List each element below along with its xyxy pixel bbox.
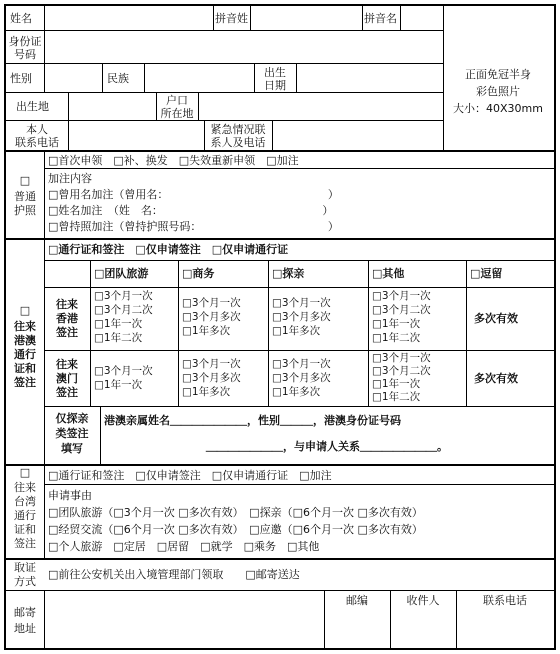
mo-team-option[interactable]: □3个月一次 xyxy=(94,365,153,377)
passport-addon-name[interactable]: □姓名加注 （姓 名： ） xyxy=(48,204,334,217)
passport-options[interactable]: □首次申领 □补、换发 □失效重新申领 □加注 xyxy=(48,154,299,167)
mo-other-option[interactable]: □3个月二次 xyxy=(372,365,431,377)
application-form xyxy=(4,4,556,650)
mail-phone-label: 联系电话 xyxy=(483,594,527,607)
label-id-card-2: 号码 xyxy=(14,48,36,61)
pinyin-surname-field[interactable] xyxy=(251,6,362,30)
taiwan-label-5: 签注 xyxy=(14,537,36,550)
hk-other-option[interactable]: □1年一次 xyxy=(372,318,421,330)
mo-business-option[interactable]: □3个月一次 xyxy=(182,358,241,370)
mail-label-1: 邮寄 xyxy=(14,606,36,619)
label-birth-date-1: 出生 xyxy=(264,66,286,79)
id-card-field[interactable] xyxy=(45,31,443,63)
hkmo-label-3: 通行 xyxy=(14,348,36,361)
label-pinyin-surname: 拼音姓 xyxy=(215,12,248,25)
mo-team-option[interactable]: □1年一次 xyxy=(94,379,143,391)
label-emergency-1: 紧急情况联 xyxy=(210,123,266,136)
passport-checkbox[interactable]: □ xyxy=(19,174,31,187)
label-birthplace: 出生地 xyxy=(16,100,49,113)
mo-business-option[interactable]: □3个月多次 xyxy=(182,372,241,384)
taiwan-label-1: 往来 xyxy=(14,481,36,494)
label-id-card-1: 身份证 xyxy=(8,35,42,48)
hk-team-option[interactable]: □1年一次 xyxy=(94,318,143,330)
mo-visit-option[interactable]: □1年多次 xyxy=(272,386,321,398)
hk-label-2: 香港 xyxy=(56,312,78,325)
label-hukou-2: 所在地 xyxy=(160,107,194,120)
col-team-tour[interactable]: □团队旅游 xyxy=(94,267,149,280)
label-birth-date-2: 日期 xyxy=(264,79,286,92)
hk-other-option[interactable]: □1年二次 xyxy=(372,332,421,344)
hk-business-option[interactable]: □3个月多次 xyxy=(182,311,241,323)
mail-address-field[interactable] xyxy=(45,591,324,649)
mo-visit-option[interactable]: □3个月多次 xyxy=(272,372,331,384)
hk-other-option[interactable]: □3个月一次 xyxy=(372,290,431,302)
phone-field[interactable] xyxy=(69,121,204,150)
gender-field[interactable] xyxy=(45,64,102,92)
mail-postcode-label: 邮编 xyxy=(346,594,368,607)
hk-team-option[interactable]: □3个月一次 xyxy=(94,290,153,302)
pickup-label-1: 取证 xyxy=(14,561,36,574)
hkmo-label-1: 往来 xyxy=(14,320,36,333)
hk-team-option[interactable]: □3个月二次 xyxy=(94,304,153,316)
label-gender: 性别 xyxy=(10,72,32,85)
photo-label-2: 彩色照片 xyxy=(476,85,520,98)
passport-addon-former-name[interactable]: □曾用名加注（曾用名： ） xyxy=(48,188,339,201)
col-stay[interactable]: □逗留 xyxy=(470,267,503,280)
col-other[interactable]: □其他 xyxy=(372,267,405,280)
hk-visit-option[interactable]: □1年多次 xyxy=(272,325,321,337)
taiwan-options[interactable]: □通行证和签注 □仅申请签注 □仅申请通行证 □加注 xyxy=(48,469,332,482)
visit-label-3: 填写 xyxy=(61,442,83,455)
hk-other-option[interactable]: □3个月二次 xyxy=(372,304,431,316)
label-emergency-2: 系人及电话 xyxy=(210,136,266,149)
visit-relative-line-1[interactable]: 港澳亲属姓名＿＿＿＿＿＿＿，性别＿＿＿，港澳身份证号码 xyxy=(104,414,401,427)
taiwan-label-3: 通行 xyxy=(14,509,36,522)
hkmo-options[interactable]: □通行证和签注 □仅申请签注 □仅申请通行证 xyxy=(48,243,289,256)
mo-label-3: 签注 xyxy=(56,386,78,399)
passport-addon-title: 加注内容 xyxy=(48,172,92,185)
taiwan-checkbox[interactable]: □ xyxy=(19,466,31,479)
mo-stay-value: 多次有效 xyxy=(474,372,518,385)
hk-business-option[interactable]: □1年多次 xyxy=(182,325,231,337)
hk-team-option[interactable]: □1年二次 xyxy=(94,332,143,344)
label-hukou-1: 户口 xyxy=(166,94,188,107)
photo-label-1: 正面免冠半身 xyxy=(465,68,531,81)
taiwan-label-2: 台湾 xyxy=(14,495,36,508)
hkmo-label-2: 港澳 xyxy=(14,334,36,347)
mo-label-1: 往来 xyxy=(56,358,78,371)
taiwan-reason-row[interactable]: □团队旅游（□3个月一次 □多次有效） □探亲（□6个月一次 □多次有效） xyxy=(48,506,423,519)
pickup-label-2: 方式 xyxy=(14,575,36,588)
visit-label-1: 仅探亲 xyxy=(55,412,89,425)
mo-visit-option[interactable]: □3个月一次 xyxy=(272,358,331,370)
label-phone-1: 本人 xyxy=(26,123,48,136)
mail-label-2: 地址 xyxy=(14,622,36,635)
passport-label-1: 普通 xyxy=(14,190,36,203)
passport-addon-previous-passport[interactable]: □曾持照加注（曾持护照号码： ） xyxy=(48,220,339,233)
birthplace-field[interactable] xyxy=(69,93,156,120)
taiwan-label-4: 证和 xyxy=(14,523,36,536)
hk-visit-option[interactable]: □3个月一次 xyxy=(272,297,331,309)
taiwan-reason-row[interactable]: □经贸交流（□6个月一次 □多次有效） □应邀（□6个月一次 □多次有效） xyxy=(48,523,423,536)
name-field[interactable] xyxy=(45,6,213,30)
hkmo-label-4: 证和 xyxy=(14,362,36,375)
taiwan-reason-row[interactable]: □个人旅游 □定居 □居留 □就学 □乘务 □其他 xyxy=(48,540,320,553)
hk-stay-value: 多次有效 xyxy=(474,312,518,325)
mo-other-option[interactable]: □1年二次 xyxy=(372,391,421,403)
hk-label-1: 往来 xyxy=(56,298,78,311)
hukou-field[interactable] xyxy=(199,93,443,120)
mail-recipient-label: 收件人 xyxy=(406,594,440,607)
passport-label-2: 护照 xyxy=(14,204,36,217)
ethnicity-field[interactable] xyxy=(145,64,254,92)
label-name: 姓名 xyxy=(10,12,32,25)
col-family-visit[interactable]: □探亲 xyxy=(272,267,305,280)
pickup-options[interactable]: □前往公安机关出入境管理部门领取 □邮寄送达 xyxy=(48,568,300,581)
hk-business-option[interactable]: □3个月一次 xyxy=(182,297,241,309)
visit-relative-line-2[interactable]: ＿＿＿＿＿＿＿，与申请人关系＿＿＿＿＿＿＿。 xyxy=(206,440,448,453)
hk-label-3: 签注 xyxy=(56,326,78,339)
mo-business-option[interactable]: □1年多次 xyxy=(182,386,231,398)
label-ethnicity: 民族 xyxy=(107,72,129,85)
taiwan-reason-title: 申请事由 xyxy=(48,489,92,502)
mo-other-option[interactable]: □1年一次 xyxy=(372,378,421,390)
emergency-contact-field[interactable] xyxy=(273,121,443,150)
visit-label-2: 类签注 xyxy=(55,427,89,440)
hkmo-checkbox[interactable]: □ xyxy=(19,304,31,317)
photo-label-3: 大小：40X30mm xyxy=(453,102,543,115)
mo-label-2: 澳门 xyxy=(56,372,78,385)
col-business[interactable]: □商务 xyxy=(182,267,215,280)
hkmo-label-5: 签注 xyxy=(14,376,36,389)
label-pinyin-given: 拼音名 xyxy=(364,12,397,25)
birth-date-field[interactable] xyxy=(297,64,443,92)
label-phone-2: 联系电话 xyxy=(15,136,59,149)
mo-other-option[interactable]: □3个月一次 xyxy=(372,352,431,364)
photo-box[interactable] xyxy=(444,6,552,150)
hk-visit-option[interactable]: □3个月多次 xyxy=(272,311,331,323)
